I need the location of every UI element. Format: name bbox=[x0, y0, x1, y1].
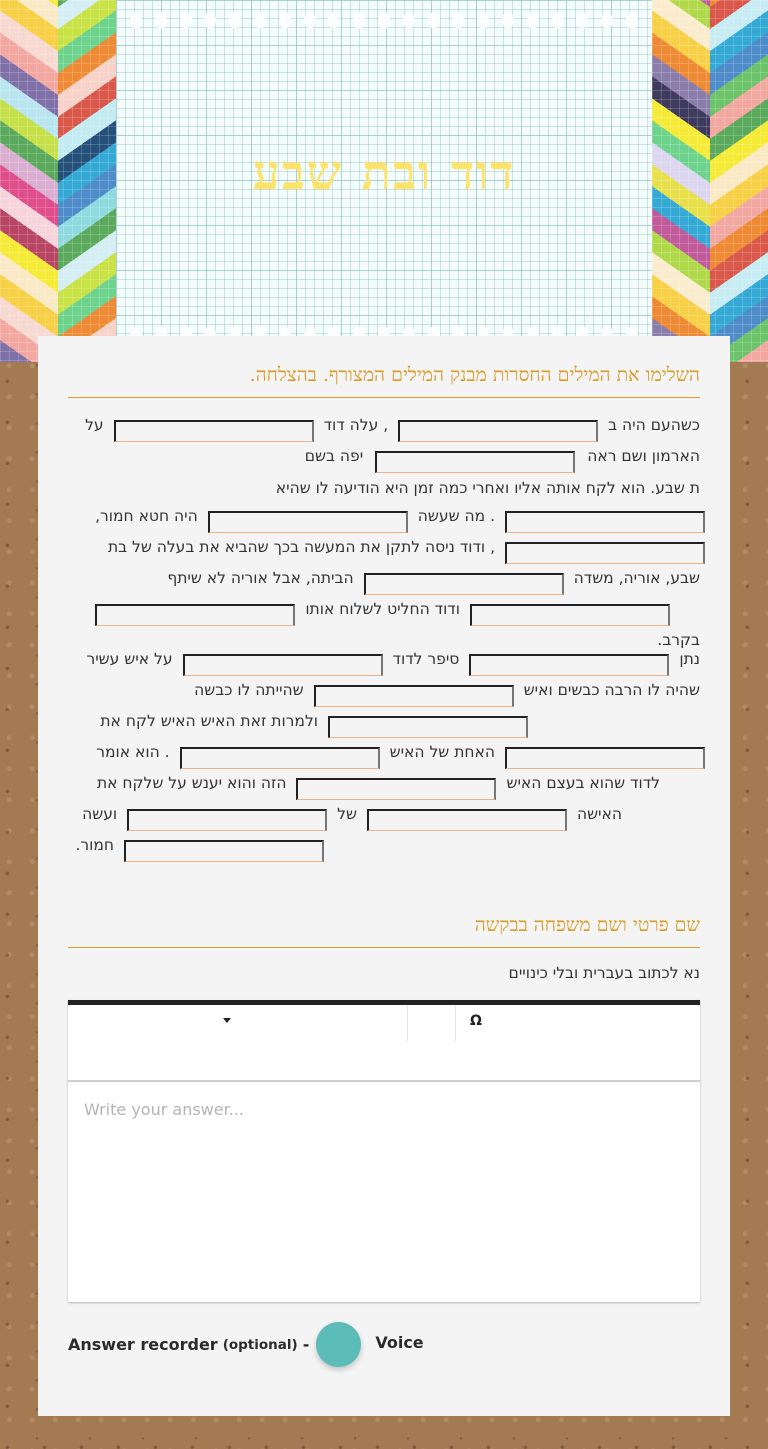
caret-down-icon bbox=[223, 1018, 231, 1023]
passage-text: ולמרות זאת האיש האיש לקח את bbox=[100, 712, 318, 730]
blank-input[interactable] bbox=[208, 511, 408, 533]
worksheet-card bbox=[38, 336, 730, 1416]
passage-text: יפה בשם bbox=[304, 447, 364, 465]
blank-input[interactable] bbox=[114, 420, 314, 442]
special-character-icon[interactable]: Ω bbox=[470, 1013, 482, 1029]
question2-instructions: נא לכתוב בעברית ובלי כינויים bbox=[508, 964, 700, 982]
passage-text: שהיה לו הרבה כבשים ואיש bbox=[523, 681, 700, 699]
passage-text: האישה bbox=[576, 805, 622, 823]
toolbar-button[interactable] bbox=[409, 1005, 456, 1041]
format-dropdown[interactable] bbox=[68, 1005, 408, 1041]
passage-text: של bbox=[337, 805, 357, 823]
blank-input[interactable] bbox=[364, 573, 564, 595]
record-voice-button[interactable] bbox=[316, 1322, 361, 1367]
answer-recorder bbox=[68, 1322, 424, 1367]
blank-input[interactable] bbox=[314, 685, 514, 707]
blank-input[interactable] bbox=[183, 654, 383, 676]
chevron-pattern-left bbox=[0, 0, 116, 362]
blank-input[interactable] bbox=[470, 604, 670, 626]
graph-paper bbox=[116, 0, 652, 340]
passage-paragraph-2 bbox=[68, 645, 700, 862]
passage-text: על איש עשיר bbox=[86, 650, 173, 668]
passage-text: ועשה bbox=[82, 805, 118, 823]
blank-input[interactable] bbox=[505, 511, 705, 533]
passage-text: היה חטא חמור, bbox=[95, 507, 198, 526]
passage-text: סיפר לדוד bbox=[392, 650, 460, 668]
chevron-pattern-right bbox=[652, 0, 768, 362]
answer-textarea[interactable] bbox=[68, 1084, 700, 1302]
editor-toolbar bbox=[68, 1005, 700, 1082]
blank-input[interactable] bbox=[127, 809, 327, 831]
passage-text: . מה שעשה bbox=[417, 507, 495, 526]
passage-text: נתן bbox=[679, 650, 700, 668]
passage-text: שהייתה לו כבשה bbox=[194, 681, 304, 699]
blank-input[interactable] bbox=[328, 716, 528, 738]
passage-text: כשהעם היה ב bbox=[608, 416, 700, 434]
passage-paragraph-1 bbox=[68, 411, 700, 655]
passage-text: הארמון ושם ראה bbox=[587, 447, 700, 465]
passage-text: שבע, אוריה, משדה bbox=[573, 569, 700, 588]
passage-text: האחת של האיש bbox=[389, 743, 495, 761]
page-title: דוד ובת שבע bbox=[252, 145, 516, 201]
answer-editor bbox=[68, 1000, 700, 1302]
passage-text: הביתה, אבל אוריה לא שיתף bbox=[167, 569, 354, 588]
question1-heading: השלימו את המילים החסרות מבנק המילים המצורף. בהצלחה. bbox=[68, 364, 700, 398]
blank-input[interactable] bbox=[505, 747, 705, 769]
blank-input[interactable] bbox=[367, 809, 567, 831]
blank-input[interactable] bbox=[95, 604, 295, 626]
blank-input[interactable] bbox=[375, 451, 575, 473]
binder-holes-top bbox=[130, 12, 638, 32]
question2-heading: שם פרטי ושם משפחה בבקשה bbox=[68, 914, 700, 948]
passage-text: , ודוד ניסה לתקן את המעשה בכך שהביא את בעלה של בת bbox=[107, 538, 495, 557]
passage-text: ודוד החליט לשלוח אותו bbox=[305, 600, 460, 619]
recorder-optional-label: (optional) bbox=[222, 1336, 298, 1353]
blank-input[interactable] bbox=[469, 654, 669, 676]
voice-label: Voice bbox=[375, 1333, 424, 1352]
passage-text: . הוא אומר bbox=[96, 743, 170, 761]
passage-text: הזה והוא יענש על שלקח את bbox=[96, 774, 287, 792]
passage-text: חמור. bbox=[75, 836, 114, 854]
blank-input[interactable] bbox=[505, 542, 705, 564]
passage-text: לדוד שהוא בעצם האיש bbox=[506, 774, 660, 792]
header-banner bbox=[0, 0, 768, 362]
blank-input[interactable] bbox=[296, 778, 496, 800]
passage-text: , עלה דוד bbox=[323, 416, 389, 434]
blank-input[interactable] bbox=[398, 420, 598, 442]
passage-text: על bbox=[85, 416, 104, 434]
blank-input[interactable] bbox=[124, 840, 324, 862]
recorder-dash: - bbox=[302, 1335, 310, 1354]
passage-text: בקרב. bbox=[657, 631, 700, 650]
recorder-label: Answer recorder bbox=[68, 1335, 218, 1354]
blank-input[interactable] bbox=[180, 747, 380, 769]
passage-text: ת שבע. הוא לקח אותה אליו ואחרי כמה זמן היא הודיעה לו שהיא bbox=[275, 478, 700, 497]
